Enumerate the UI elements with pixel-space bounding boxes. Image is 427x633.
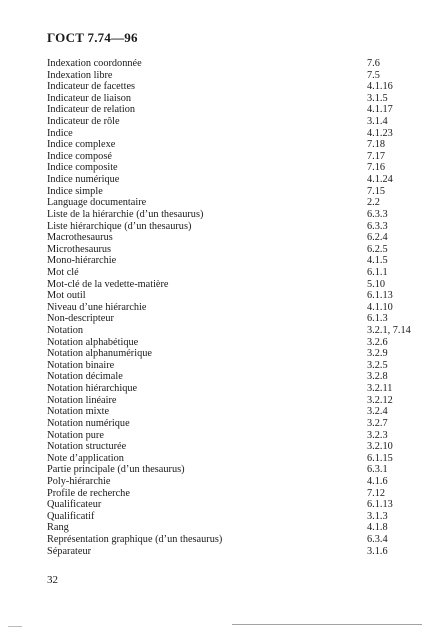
- index-reference: 3.2.12: [367, 394, 393, 406]
- index-term: Indice numérique: [47, 174, 120, 186]
- index-reference: 2.2: [367, 197, 380, 209]
- index-entry: [47, 255, 397, 267]
- index-reference: 6.3.3: [367, 208, 388, 220]
- index-entry: [47, 151, 397, 163]
- index-entry: [47, 279, 397, 291]
- page-header: ГОСТ 7.74—96: [47, 30, 138, 45]
- index-reference: 6.3.4: [367, 533, 388, 545]
- index-reference: 4.1.17: [367, 104, 393, 116]
- index-reference: 3.2.6: [367, 336, 388, 348]
- index-reference: 3.2.5: [367, 359, 388, 371]
- index-reference: 7.12: [367, 487, 386, 499]
- index-term: Indice: [47, 127, 73, 139]
- index-entry: [47, 488, 397, 500]
- index-term: Indice composite: [47, 162, 118, 174]
- index-reference: 4.1.6: [367, 475, 388, 487]
- index-term: Macrothesaurus: [47, 232, 113, 244]
- index-term: Notation: [47, 325, 84, 337]
- index-reference: 3.2.7: [367, 417, 388, 429]
- index-entry: [47, 104, 397, 116]
- index-reference: 7.6: [367, 58, 380, 69]
- index-term: Représentation graphique (d’un thesaurus): [47, 533, 223, 545]
- index-entry: [47, 313, 397, 325]
- index-term: Partie principale (d’un thesaurus): [47, 464, 185, 476]
- index-entry: [47, 476, 397, 488]
- scan-artifact-mark: [8, 626, 22, 627]
- index-entry: [47, 348, 397, 360]
- index-reference: 6.1.3: [367, 313, 388, 325]
- index-reference: 6.1.15: [367, 452, 393, 464]
- index-term: Note d’application: [47, 452, 124, 464]
- index-term: Notation alphabétique: [47, 336, 139, 348]
- index-reference: 6.3.3: [367, 220, 388, 232]
- index-entry: [47, 232, 397, 244]
- index-entry: [47, 128, 397, 140]
- index-reference: 7.5: [367, 69, 380, 81]
- index-entry: [47, 116, 397, 128]
- index-entry: [47, 58, 397, 70]
- index-entry: [47, 244, 397, 256]
- index-entry: [47, 383, 397, 395]
- index-term: Profile de recherche: [47, 487, 130, 499]
- index-reference: 5.10: [367, 278, 386, 290]
- index-entry: [47, 197, 397, 209]
- index-reference: 3.1.6: [367, 545, 388, 557]
- index-term: Notation binaire: [47, 359, 115, 371]
- index-term: Niveau d’une hiérarchie: [47, 301, 147, 313]
- index-term: Rang: [47, 522, 69, 534]
- index-entry: [47, 267, 397, 279]
- index-term: Notation décimale: [47, 371, 123, 383]
- index-term: Notation pure: [47, 429, 104, 441]
- index-reference: 6.2.5: [367, 243, 388, 255]
- index-reference: 7.15: [367, 185, 386, 197]
- index-term: Poly-hiérarchie: [47, 475, 111, 487]
- index-reference: 3.2.1, 7.14: [367, 325, 411, 337]
- index-term: Notation hiérarchique: [47, 383, 138, 395]
- index-term: Qualificateur: [47, 499, 102, 511]
- index-term: Non-descripteur: [47, 313, 114, 325]
- index-term: Liste hiérarchique (d’un thesaurus): [47, 220, 192, 232]
- index-reference: 6.1.13: [367, 290, 393, 302]
- index-term: Notation mixte: [47, 406, 110, 418]
- index-reference: 3.2.4: [367, 406, 388, 418]
- index-reference: 6.3.1: [367, 464, 388, 476]
- index-entry: [47, 209, 397, 221]
- index-entry: [47, 174, 397, 186]
- index-entry: [47, 360, 397, 372]
- index-entry: [47, 511, 397, 523]
- index-entry: [47, 93, 397, 105]
- index-term: Mot outil: [47, 290, 86, 302]
- index-reference: 4.1.16: [367, 81, 393, 93]
- index-term: Indice complexe: [47, 139, 116, 151]
- index-entry: [47, 221, 397, 233]
- index-entry: [47, 441, 397, 453]
- index-term: Notation structurée: [47, 441, 127, 453]
- index-term: Indice simple: [47, 185, 103, 197]
- index-reference: 7.18: [367, 139, 386, 151]
- index-reference: 4.1.24: [367, 174, 393, 186]
- index-reference: 3.2.11: [367, 383, 393, 395]
- index-term: Qualificatif: [47, 510, 95, 522]
- index-entry: [47, 162, 397, 174]
- index-term: Notation numérique: [47, 417, 130, 429]
- index-reference: 3.1.3: [367, 510, 388, 522]
- index-entry: [47, 395, 397, 407]
- index-entry: [47, 546, 397, 558]
- index-entry: [47, 302, 397, 314]
- index-reference: 6.1.13: [367, 499, 393, 511]
- index-term: Notation linéaire: [47, 394, 117, 406]
- index-term: Indicateur de facettes: [47, 81, 136, 93]
- index-entry: [47, 534, 397, 546]
- index-entry: [47, 290, 397, 302]
- index-term: Séparateur: [47, 545, 92, 557]
- index-reference: 4.1.23: [367, 127, 393, 139]
- index-term: Mot clé: [47, 266, 79, 278]
- index-term: Indicateur de liaison: [47, 92, 132, 104]
- index-entry: [47, 453, 397, 465]
- index-entry: [47, 139, 397, 151]
- scan-artifact-line: [232, 624, 422, 625]
- index-entry: [47, 371, 397, 383]
- index-entry: [47, 70, 397, 82]
- index-term: Indexation coordonnée: [47, 58, 142, 69]
- index-term: Liste de la hiérarchie (d’un thesaurus): [47, 208, 204, 220]
- index-reference: 7.16: [367, 162, 386, 174]
- index-entry: [47, 406, 397, 418]
- index-term: Language documentaire: [47, 197, 147, 209]
- index-reference: 3.2.9: [367, 348, 388, 360]
- index-reference: 6.2.4: [367, 232, 388, 244]
- index-entry: [47, 325, 411, 337]
- page-number: 32: [47, 574, 58, 586]
- index-entry: [47, 464, 397, 476]
- index-reference: 7.17: [367, 150, 386, 162]
- index-term: Mot-clé de la vedette-matière: [47, 278, 169, 290]
- index-term: Microthesaurus: [47, 243, 112, 255]
- index-reference: 3.1.5: [367, 92, 388, 104]
- index-list: [47, 58, 411, 557]
- index-term: Mono-hiérarchie: [47, 255, 117, 267]
- index-reference: 4.1.5: [367, 255, 388, 267]
- index-term: Indicateur de relation: [47, 104, 136, 116]
- index-entry: [47, 522, 397, 534]
- index-reference: 6.1.1: [367, 266, 388, 278]
- index-entry: [47, 499, 397, 511]
- index-reference: 4.1.10: [367, 301, 393, 313]
- index-entry: [47, 337, 397, 349]
- index-entry: [47, 81, 397, 93]
- index-term: Indice composé: [47, 150, 112, 162]
- index-term: Indexation libre: [47, 69, 113, 81]
- index-reference: 3.2.10: [367, 441, 393, 453]
- index-entry: [47, 186, 397, 198]
- index-term: Indicateur de rôle: [47, 116, 120, 128]
- index-entry: [47, 430, 397, 442]
- index-reference: 4.1.8: [367, 522, 388, 534]
- index-reference: 3.1.4: [367, 116, 388, 128]
- index-term: Notation alphanumérique: [47, 348, 152, 360]
- index-reference: 3.2.8: [367, 371, 388, 383]
- index-entry: [47, 418, 397, 430]
- index-reference: 3.2.3: [367, 429, 388, 441]
